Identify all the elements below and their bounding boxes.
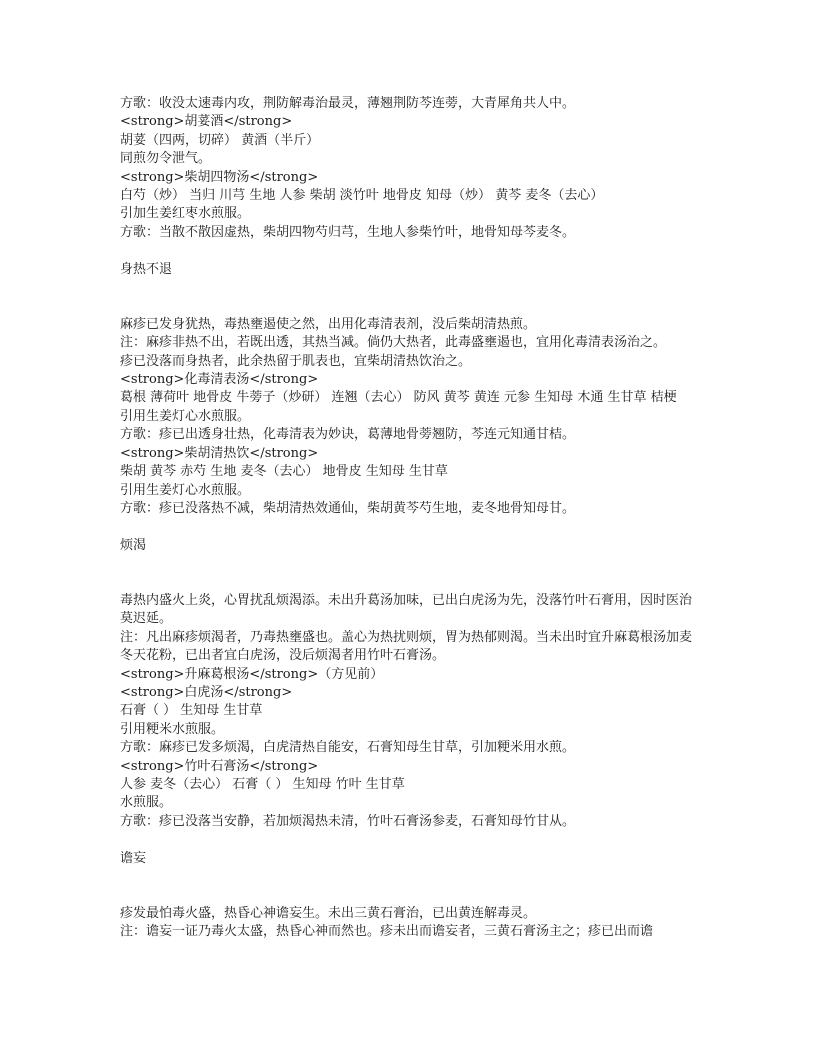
text-line: 方歌：疹已没落热不减，柴胡清热效通仙，柴胡黄芩芍生地，麦冬地骨知母甘。 — [120, 500, 576, 516]
text-line: 方歌：麻疹已发多烦渴，白虎清热自能安，石膏知母生甘草，引加粳米用水煎。 — [120, 740, 576, 756]
section-heading: 谵妄 — [120, 850, 147, 866]
section-heading: 身热不退 — [120, 261, 173, 277]
text-line: 注：麻疹非热不出，若既出透，其热当减。倘仍大热者，此毒盛壅遏也，宜用化毒清表汤治之。 — [120, 335, 667, 351]
text-line: 引用生姜灯心水煎服。 — [120, 482, 251, 498]
text-line: 柴胡 黄芩 赤芍 生地 麦冬（去心） 地骨皮 生知母 生甘草 — [120, 464, 448, 480]
text-line: <strong>白虎汤</strong> — [120, 684, 293, 700]
text-line: 方歌：疹已出透身壮热，化毒清表为妙诀，葛薄地骨蒡翘防，芩连元知通甘桔。 — [120, 427, 576, 443]
text-line: 引用粳米水煎服。 — [120, 721, 225, 737]
text-line: <strong>升麻葛根汤</strong>（方见前） — [120, 666, 384, 682]
text-line: 水煎服。 — [120, 795, 173, 811]
section-heading: 烦渴 — [120, 537, 147, 553]
text-line: <strong>柴胡四物汤</strong> — [120, 169, 319, 185]
text-line: 方歌：疹已没落当安静，若加烦渴热未清，竹叶石膏汤参麦，石膏知母竹甘从。 — [120, 813, 576, 829]
text-line: <strong>柴胡清热饮</strong> — [120, 445, 319, 461]
text-line: 方歌：当散不散因虚热，柴胡四物芍归芎，生地人参柴竹叶，地骨知母芩麦冬。 — [120, 224, 576, 240]
text-line: <strong>竹叶石膏汤</strong> — [120, 758, 319, 774]
text-line: 胡荽（四两，切碎） 黄酒（半斤） — [120, 132, 320, 148]
text-line: 人参 麦冬（去心） 石膏（ ） 生知母 竹叶 生甘草 — [120, 776, 405, 792]
text-line: 注：凡出麻疹烦渴者，乃毒热壅盛也。盖心为热扰则烦，胃为热郁则渴。当未出时宜升麻葛根汤加麦冬天花粉，已出者宜白虎汤，没后烦渴者用竹叶石膏汤。 — [120, 629, 693, 664]
text-line: 疹已没落而身热者，此余热留于肌表也，宜柴胡清热饮治之。 — [120, 353, 472, 369]
text-line: 引用生姜灯心水煎服。 — [120, 408, 251, 424]
document-page — [120, 95, 698, 942]
text-line: 麻疹已发身犹热，毒热壅遏使之然，出用化毒清表剂，没后柴胡清热煎。 — [120, 316, 537, 332]
text-line: 引加生姜红枣水煎服。 — [120, 206, 251, 222]
text-line: <strong>胡荽酒</strong> — [120, 114, 293, 130]
text-line: 同煎勿令泄气。 — [120, 151, 212, 167]
text-line: 疹发最怕毒火盛，热昏心神谵妄生。未出三黄石膏治，已出黄连解毒灵。 — [120, 905, 537, 921]
text-line: 葛根 薄荷叶 地骨皮 牛蒡子（炒研） 连翘（去心） 防风 黄芩 黄连 元参 生知母 木通 生甘草 桔梗 — [120, 390, 677, 406]
text-line: 白芍（炒） 当归 川芎 生地 人参 柴胡 淡竹叶 地骨皮 知母（炒） 黄芩 麦冬（去心） — [120, 188, 604, 204]
text-line: 石膏（ ） 生知母 生甘草 — [120, 703, 263, 719]
text-line: 毒热内盛火上炎，心胃扰乱烦渴添。未出升葛汤加味，已出白虎汤为先，没落竹叶石膏用，因时医治莫迟延。 — [120, 592, 693, 627]
text-line: <strong>化毒清表汤</strong> — [120, 372, 319, 388]
text-line: 方歌：收没太速毒内攻，荆防解毒治最灵，薄翘荆防芩连蒡，大青犀角共人中。 — [120, 96, 576, 111]
text-line: 注：谵妄一证乃毒火太盛，热昏心神而然也。疹未出而谵妄者，三黄石膏汤主之；疹已出而谵 — [120, 924, 654, 940]
